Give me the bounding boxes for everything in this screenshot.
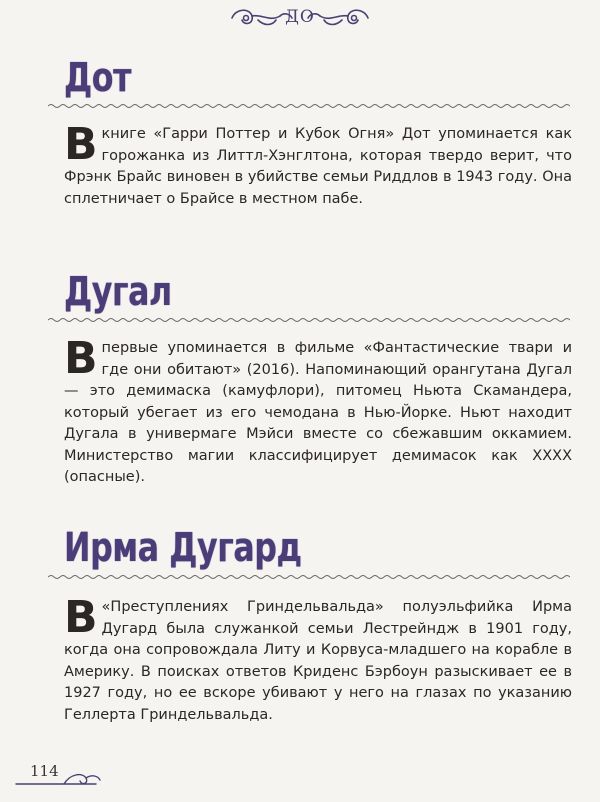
entry-title-irma-dugard: Ирма Дугард — [64, 525, 302, 571]
entry-body-dugal — [64, 333, 572, 489]
footer-ornament — [14, 760, 104, 790]
entry-text: первые упоминается в фильме «Фантастические твари и где они обитают» (2016). Напоминающий орангутана Дугал — это демимаска (камуфлори), питомец Ньюта Скамандера, который убегает из его чемодана в Нью-Йорке. Ньют находит Дугала в универмаге Мэйси вместе со сбежавшим оккамием. Министерство магии классифицирует демимасок как XXXX (опасные). — [64, 340, 572, 485]
entry-body-irma-dugard — [64, 592, 572, 726]
entry-text: «Преступлениях Гриндельвальда» полуэльфийка Ирма Дугард была служанкой семьи Лестрейндж в 1901 году, когда она сопровождала Литу и Корвуса-младшего на корабле в Америку. В поисках ответов Криденс Бэрбоун разыскивает ее в 1927 году, но ее вскоре убивают у него на глазах по указанию Геллерта Гриндельвальда. — [64, 599, 572, 723]
entry-title-dot: Дот — [64, 55, 132, 101]
header-section-letters: ДО — [285, 7, 315, 27]
entry-text: книге «Гарри Поттер и Кубок Огня» Дот упоминается как горожанка из Литтл-Хэнглтона, которая твердо верит, что Фрэнк Брайс виновен в убийстве семьи Риддлов в 1943 году. Она сплетничает о Брайсе в местном пабе. — [64, 126, 572, 207]
entry-body-dot — [64, 119, 572, 210]
drop-cap: В — [64, 333, 98, 384]
drop-cap: В — [64, 592, 98, 643]
entry-title-dugal: Дугал — [64, 269, 172, 315]
title-rule — [48, 316, 570, 324]
page-number: 114 — [30, 762, 59, 780]
drop-cap: В — [64, 119, 98, 170]
title-rule — [48, 573, 570, 581]
title-rule — [48, 102, 570, 110]
